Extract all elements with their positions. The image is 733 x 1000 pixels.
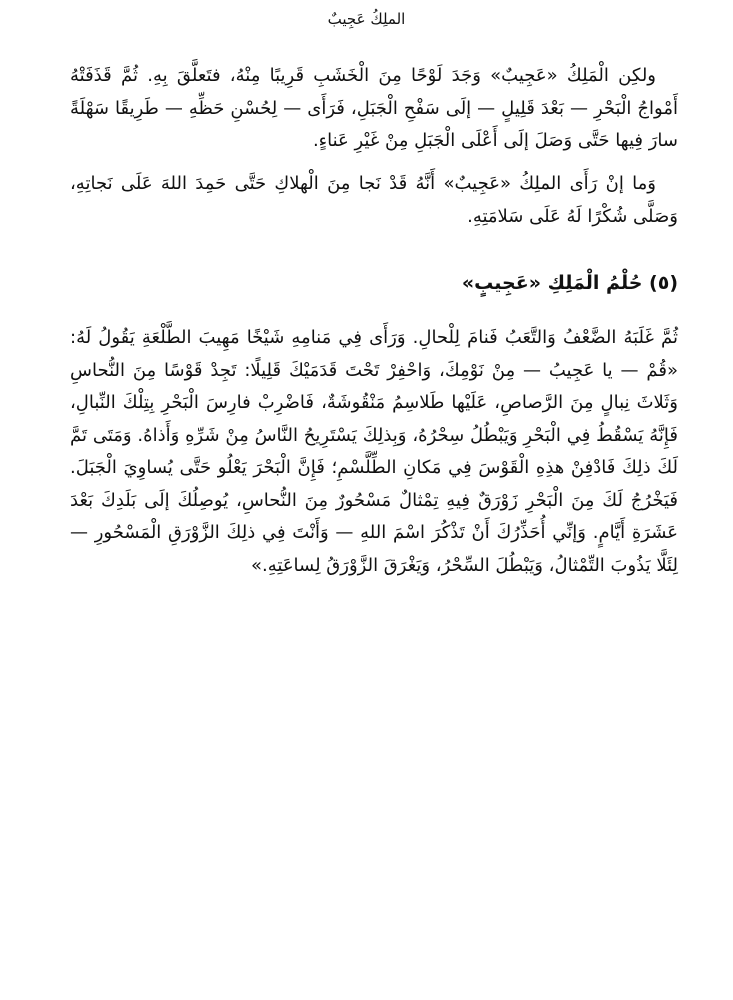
paragraph-dream [70, 322, 678, 582]
paragraph-thanks [70, 168, 678, 233]
chapter-heading: (٥) حُلْمُ الْمَلِكِ «عَجِيبٍ» [461, 272, 678, 294]
paragraph-text: ثُمَّ غَلَبَهُ الضَّعْفُ وَالتَّعَبُ فَنامَ لِلْحالِ. وَرَأَى فِي مَنامِهِ شَيْخًا مَهِيبَ الطَّلْعَةِ يَقُولُ لَهُ: «قُمْ — يا عَجِيبُ — مِنْ نَوْمِكَ، وَاحْفِرْ تَحْتَ قَدَمَيْكَ قَلِيلًا: تَجِدْ قَوْسًا مِنَ النُّحاسِ وَثَلاثَ نِبالٍ مِنَ الرَّصاصِ، عَلَيْها طَلاسِمُ مَنْقُوشَةٌ، فَاضْرِبْ فارِسَ الْبَحْرِ بِتِلْكَ النِّبالِ، فَإِنَّهُ يَسْقُطُ فِي الْبَحْرِ وَيَبْطُلُ سِحْرُهُ، وَبِذلِكَ يَسْتَرِيحُ النَّاسُ مِنْ شَرِّهِ وَأَذاهُ. وَمَتَى تَمَّ لَكَ ذلِكَ فَادْفِنْ هذِهِ الْقَوْسَ فِي مَكانِ الطِّلَّسْمِ؛ فَإِنَّ الْبَحْرَ يَعْلُو حَتَّى يُساوِيَ الْجَبَلَ. فَيَخْرُجُ لَكَ مِنَ الْبَحْرِ زَوْرَقٌ فِيهِ تِمْثالٌ مَسْحُورٌ مِنَ النُّحاسِ، يُوصِلُكَ إلَى بَلَدِكَ بَعْدَ عَشَرَةِ أَيَّامٍ. وَإنِّي أُحَذِّرُكَ أَنْ تَذْكُرَ اسْمَ اللهِ — وَأَنْتَ فِي ذلِكَ الزَّوْرَقِ الْمَسْحُورِ — لِئَلَّا يَذُوبَ التِّمْثالُ، وَيَبْطُلَ السِّحْرُ، وَيَغْرَقَ الزَّوْرَقُ لِساعَتِهِ.» [70, 327, 678, 576]
paragraph-text: وَما إنْ رَأَى الملِكُ «عَجِيبٌ» أَنَّهُ قَدْ نَجا مِنَ الْهلاكِ حَتَّى حَمِدَ اللهَ عَلَى نَجاتِهِ، وَصَلَّى شُكْرًا لَهُ عَلَى سَلامَتِهِ. [70, 173, 678, 227]
paragraph-shipwreck [70, 60, 678, 158]
paragraph-text: ولكِن الْمَلِكُ «عَجِيبٌ» وَجَدَ لَوْحًا مِنَ الْخَشَبِ قَرِيبًا مِنْهُ، فتَعلَّقَ بِهِ. ثُمَّ قَذَفَتْهُ أَمْواجُ الْبَحْرِ — بَعْدَ قَلِيلٍ — إلَى سَفْحِ الْجَبَلِ، فَرَأَى — لِحُسْنِ حَظِّهِ — طَرِيقًا سَهْلَةً سارَ فِيها حَتَّى وَصَلَ إلَى أَعْلَى الْجَبَلِ مِنْ غَيْرِ عَناءٍ. [70, 65, 678, 151]
running-title: الملِكُ عَجِيبٌ [327, 10, 406, 28]
